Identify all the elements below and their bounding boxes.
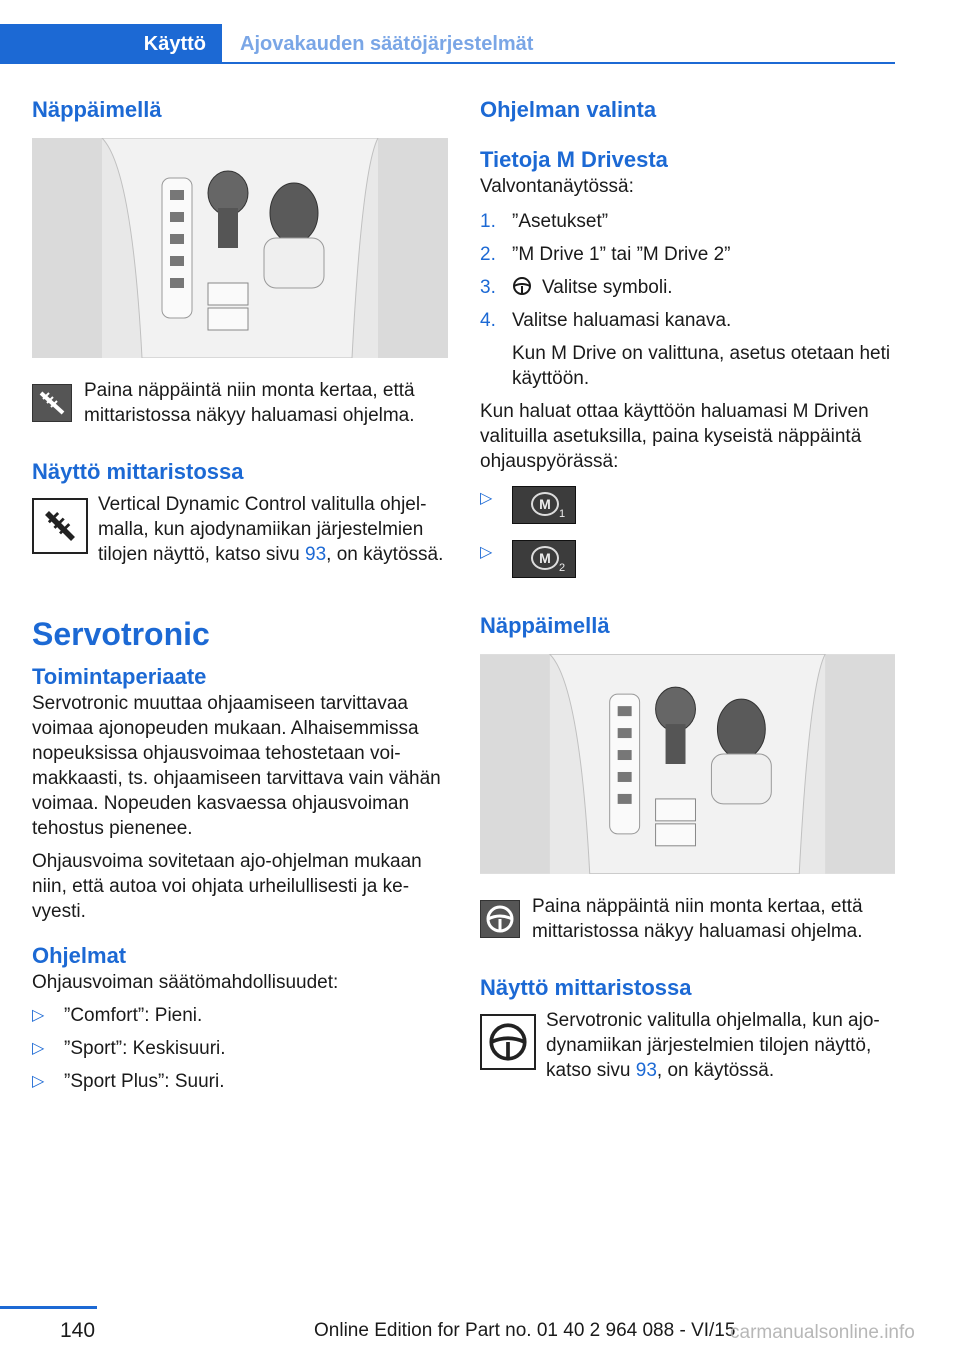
header-bar — [0, 24, 895, 64]
principle-heading: Toimintaperiaate — [32, 664, 207, 689]
list-item — [480, 540, 895, 586]
monitor-intro: Valvontanäytössä: — [480, 176, 634, 197]
mdrive-use-text: Kun haluat ottaa käyttöön haluamasi M Driven valituilla asetuksilla, paina kyseistä näppäintä ohjauspyörässä: — [480, 401, 869, 472]
center-console-photo — [32, 138, 448, 358]
right-nappaimella-heading: Näppäimellä — [480, 613, 610, 638]
list-item — [480, 486, 895, 532]
list-item: 2. ”M Drive 1” tai ”M Drive 2” — [480, 244, 731, 265]
press-instruction — [32, 378, 448, 436]
section-title[interactable]: Ajovakauden säätöjärjestelmät — [240, 33, 534, 55]
center-console-photo — [480, 654, 895, 874]
servo-paragraph — [480, 1008, 895, 1083]
press-instruction — [480, 894, 895, 952]
watermark: carmanualsonline.info — [730, 1322, 915, 1343]
mbutton-list — [480, 486, 895, 586]
right-display-heading: Näyttö mittaristossa — [480, 975, 692, 1000]
footer-rule — [0, 1306, 97, 1309]
triangle-icon: ▷ — [32, 1073, 45, 1090]
m1-button: M 1 — [512, 486, 576, 524]
principle-paragraph-1: Servotronic muuttaa ohjaamiseen tarvittavaa voimaa ajonopeuden mukaan. Alhaisemmissa nopeuksissa ohjausvoimaa tehostetaan voimakkaasti, ts. ohjaamiseen tarvittava vain vähän voimaa. Nopeuden kasvaessa ohjausvoiman tehostus pienenee. — [32, 693, 441, 839]
mdrive-heading: Tietoja M Drivesta — [480, 147, 668, 172]
vdc-text-after: , on käytössä. — [326, 544, 444, 565]
programs-heading: Ohjelmat — [32, 943, 127, 968]
left-display-heading: Näyttö mittaristossa — [32, 459, 244, 484]
page-ref-link[interactable]: 93 — [305, 544, 327, 565]
programs-intro: Ohjausvoiman säätömahdollisuudet: — [32, 972, 339, 993]
triangle-icon: ▷ — [32, 1007, 45, 1024]
step4-note: Kun M Drive on valittuna, asetus otetaan heti käyttöön. — [512, 343, 891, 389]
list-item: ▷ ”Sport”: Keskisuuri. — [32, 1038, 226, 1059]
triangle-icon: ▷ — [32, 1040, 45, 1057]
m2-button: M 2 — [512, 540, 576, 578]
left-column — [32, 96, 448, 1102]
principle-paragraph-2: Ohjausvoima sovitetaan ajo-ohjelman mukaan niin, että autoa voi ohjata urheilullisesti ja kevyesti. — [32, 851, 422, 922]
steering-wheel-icon — [480, 900, 520, 938]
steering-wheel-icon — [512, 276, 532, 296]
triangle-icon: ▷ — [480, 544, 493, 561]
tab-chapter[interactable] — [0, 24, 222, 62]
list-item: 3. Valitse symboli. — [480, 277, 673, 298]
vdc-text-before: Vertical Dynamic Control valitulla ohjelmalla, kun ajodynamiikan järjestelmien tilojen näyttö, katso sivu — [98, 494, 427, 565]
triangle-icon: ▷ — [480, 490, 493, 507]
right-column — [480, 96, 895, 1083]
press-text: Paina näppäintä niin monta kertaa, että mittaristossa näkyy haluamasi ohjelma. — [84, 380, 415, 426]
chapter-label: Käyttö — [143, 33, 206, 55]
steps-list — [480, 209, 895, 391]
steering-wheel-icon — [480, 1014, 536, 1070]
left-nappaimella-heading: Näppäimellä — [32, 97, 162, 122]
press-text: Paina näppäintä niin monta kertaa, että mittaristossa näkyy haluamasi ohjelma. — [532, 896, 863, 942]
page-number: 140 — [60, 1319, 96, 1342]
page-ref-link[interactable]: 93 — [635, 1060, 657, 1081]
program-select-heading: Ohjelman valinta — [480, 97, 657, 122]
servo-text-after: , on käytössä. — [656, 1060, 775, 1081]
list-item: ▷ ”Sport Plus”: Suuri. — [32, 1071, 225, 1092]
list-item: 1. ”Asetukset” — [480, 211, 609, 232]
shock-absorber-icon — [32, 384, 72, 422]
servo-text-before: Servotronic valitulla ohjelmalla, kun ajodynamiikan järjestelmien tilojen näyttö, katso sivu — [546, 1010, 880, 1081]
servotronic-title: Servotronic — [32, 616, 210, 652]
shock-absorber-icon — [32, 498, 88, 554]
edition-text: Online Edition for Part no. 01 40 2 964 088 - VI/15 — [314, 1320, 736, 1341]
list-item: ▷ ”Comfort”: Pieni. — [32, 1005, 203, 1026]
programs-list — [32, 1003, 448, 1094]
vdc-paragraph — [32, 492, 448, 567]
list-item: 4. Valitse haluamasi kanava. Kun M Drive on valittuna, asetus otetaan heti käyttöön. — [480, 308, 895, 391]
